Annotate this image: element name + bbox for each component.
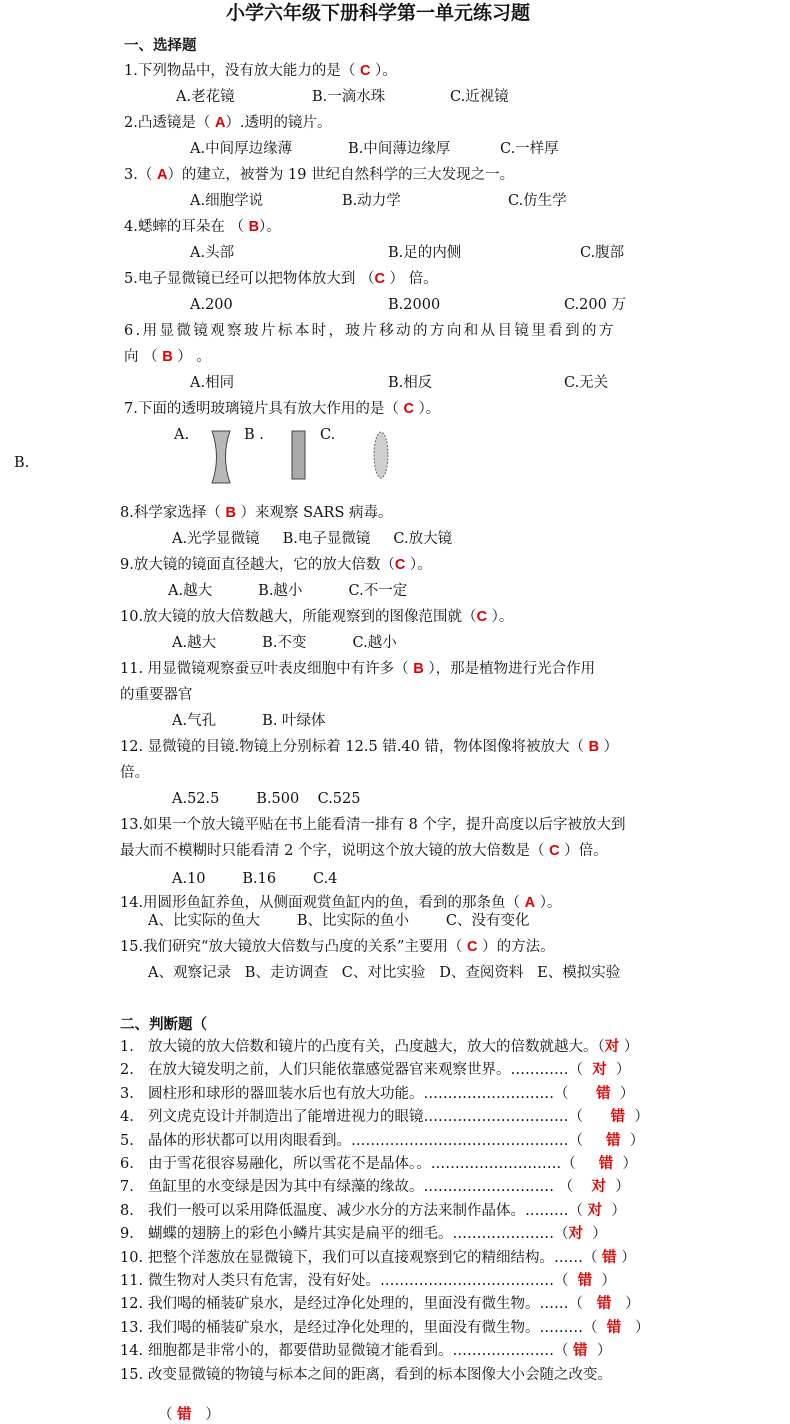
question-6: 6.用显微镜观察玻片标本时，玻片移动的方向和从目镜里看到的方 <box>124 323 616 339</box>
judge-close: ） <box>606 1062 631 1079</box>
option-b: B . <box>244 427 264 443</box>
answer: B <box>413 661 424 677</box>
judge-item <box>120 1087 634 1102</box>
question-12-cont: 倍。 <box>120 765 149 781</box>
judge-item <box>120 1344 611 1359</box>
judge-text: 在放大镜发明之前，人们只能依靠感觉器官来观察世界。…………（ <box>148 1062 593 1079</box>
judge-item <box>120 1134 644 1149</box>
answer: 错 <box>598 1156 614 1172</box>
options: A.光学显微镜 B.电子显微镜 C.放大镜 <box>172 531 453 547</box>
side-label: B. <box>14 455 30 471</box>
judge-text: 把整个洋葱放在显微镜下，我们可以直接观察到它的精细结构。……（ <box>148 1249 603 1266</box>
judge-item <box>120 1368 612 1383</box>
concave-lens-icon <box>211 430 231 484</box>
question-10: 10.放大镜的放大倍数越大，所能观察到的图像范围就（C ）。 <box>120 609 514 625</box>
option-c: C.一样厚 <box>500 141 559 157</box>
option-a: A.200 <box>190 297 233 313</box>
option-a: A. <box>174 427 190 443</box>
option-b: B.动力学 <box>342 193 401 209</box>
answer: C <box>394 557 406 573</box>
question-15: 15.我们研究“放大镜放大倍数与凸度的关系”主要用（ C ）的方法。 <box>120 939 555 955</box>
judge-15-answer: （ 错 ） <box>158 1407 220 1423</box>
judge-item <box>120 1110 649 1125</box>
judge-item <box>120 1227 607 1242</box>
judge-text: 由于雪花很容易融化，所以雪花不是晶体。。………………………（ <box>148 1156 599 1172</box>
judge-close: ） <box>625 1109 649 1126</box>
answer: B <box>225 505 236 521</box>
answer: 错 <box>606 1319 622 1336</box>
options: A、比实际的鱼大 B、比实际的鱼小 C、没有变化 <box>148 913 530 929</box>
question-14: 14.用圆形鱼缸养鱼，从侧面观赏鱼缸内的鱼，看到的那条鱼（ A ）。 <box>120 895 562 911</box>
option-b: B.中间薄边缘厚 <box>348 141 451 157</box>
option-c: C.无关 <box>564 375 609 391</box>
option-a: A.相同 <box>190 375 235 391</box>
judge-number: 14. <box>120 1343 144 1360</box>
judge-close: ） <box>616 1249 636 1266</box>
page-title: 小学六年级下册科学第一单元练习题 <box>226 2 531 24</box>
answer: B <box>248 219 260 235</box>
option-c: C.腹部 <box>580 245 625 261</box>
flat-glass-icon <box>291 430 306 480</box>
judge-close: ） <box>621 1319 650 1336</box>
option-b: B.一滴水珠 <box>312 89 386 105</box>
option-a: A.老花镜 <box>176 89 235 105</box>
judge-item <box>120 1321 650 1336</box>
judge-text: 晶体的形状都可以用肉眼看到。………………………………………（ <box>148 1132 607 1149</box>
option-a: A.中间厚边缘薄 <box>190 141 293 157</box>
options: A、观察记录 B、走访调查 C、对比实验 D、查阅资料 E、模拟实验 <box>148 965 621 981</box>
judge-close: ） <box>583 1226 607 1243</box>
question-8: 8.科学家选择（ B ）来观察 SARS 病毒。 <box>120 505 393 521</box>
answer: 错 <box>573 1343 588 1360</box>
judge-text: 圆柱形和球形的器皿装水后也有放大功能。………………………（ <box>148 1085 597 1102</box>
question-1: 1.下列物品中，没有放大能力的是（ C ）。 <box>124 63 397 79</box>
judge-number: 8. <box>120 1202 134 1219</box>
answer: 错 <box>177 1407 192 1423</box>
judge-close: ） <box>610 1085 635 1102</box>
question-13: 13.如果一个放大镜平贴在书上能看清一排有 8 个字，提升高度以后字被放大到 <box>120 817 626 833</box>
judge-text: 改变显微镜的物镜与标本之间的距离，看到的标本图像大小会随之改变。 <box>148 1366 612 1383</box>
judge-number: 11. <box>120 1273 144 1289</box>
judge-text: 列文虎克设计并制造出了能增进视力的眼镜…………………………（ <box>148 1109 611 1126</box>
judge-item <box>120 1040 638 1055</box>
answer: 错 <box>596 1085 611 1102</box>
judge-number: 12. <box>120 1296 144 1313</box>
judge-item <box>120 1274 616 1289</box>
judge-item <box>120 1251 636 1266</box>
options: A.10 B.16 C.4 <box>172 871 338 887</box>
question-9: 9.放大镜的镜面直径越大，它的放大倍数（C ）。 <box>120 557 432 573</box>
option-b: B.足的内侧 <box>388 245 462 261</box>
judge-number: 4. <box>120 1109 134 1126</box>
judge-close: ） <box>619 1039 639 1055</box>
options: A.52.5 B.500 C.525 <box>172 791 361 807</box>
judge-item <box>120 1204 626 1219</box>
answer: C <box>476 609 488 625</box>
judge-close: ） <box>620 1132 645 1149</box>
answer: C <box>467 939 478 955</box>
judge-number: 1. <box>120 1039 134 1055</box>
judge-text: 细胞都是非常小的，都要借助显微镜才能看到。…………………（ <box>148 1343 574 1360</box>
answer: C <box>374 271 385 287</box>
judge-text: 鱼缸里的水变绿是因为其中有绿藻的缘故。……………………… （ <box>148 1179 592 1196</box>
answer: 对 <box>604 1039 620 1055</box>
judge-text: 我们一般可以采用降低温度、减少水分的方法来制作晶体。………（ <box>148 1202 588 1219</box>
options: A.越大 B.越小 C.不一定 <box>168 583 408 599</box>
judge-text: 我们喝的桶装矿泉水，是经过净化处理的，里面没有微生物。………（ <box>148 1319 607 1336</box>
judge-close: ） <box>611 1296 640 1313</box>
judge-text: 我们喝的桶装矿泉水，是经过净化处理的，里面没有微生物。……（ <box>148 1296 597 1313</box>
judge-close: ） <box>602 1202 626 1219</box>
answer: 错 <box>610 1109 626 1126</box>
option-a: A.细胞学说 <box>190 193 264 209</box>
answer: 错 <box>606 1132 621 1149</box>
convex-lens-icon <box>372 430 390 480</box>
option-c: C. <box>320 427 336 443</box>
judge-number: 7. <box>120 1179 134 1196</box>
judge-item <box>120 1297 640 1312</box>
section-heading-judge: 二、判断题（ <box>120 1017 207 1033</box>
judge-item <box>120 1157 637 1172</box>
option-c: C.200 万 <box>564 297 626 313</box>
answer: A <box>156 167 168 183</box>
question-6-cont: 向 （ B ） 。 <box>124 349 211 365</box>
question-11-cont: 的重要器官 <box>120 687 193 703</box>
answer: C <box>403 401 414 417</box>
answer: 对 <box>592 1062 607 1079</box>
answer: 对 <box>568 1226 583 1243</box>
options: A.越大 B.不变 C.越小 <box>172 635 397 651</box>
answer: B <box>588 739 600 755</box>
option-b: B.相反 <box>388 375 433 391</box>
answer: 错 <box>577 1273 593 1289</box>
judge-close: ） <box>606 1179 630 1196</box>
judge-item <box>120 1180 630 1195</box>
question-7: 7.下面的透明玻璃镜片具有放大作用的是（ C ）。 <box>124 401 441 417</box>
option-c: C.近视镜 <box>450 89 509 105</box>
judge-number: 10. <box>120 1249 144 1266</box>
question-12: 12. 显微镜的目镜.物镜上分别标着 12.5 错.40 错，物体图像将被放大（ B ） <box>120 739 619 755</box>
section-heading-choice: 一、选择题 <box>124 38 197 54</box>
answer: 错 <box>602 1249 617 1266</box>
question-4: 4.蟋蟀的耳朵在 （ B）。 <box>124 219 281 235</box>
option-b: B.2000 <box>388 297 441 313</box>
answer: 错 <box>596 1296 612 1313</box>
judge-number: 9. <box>120 1226 134 1243</box>
judge-number: 2. <box>120 1062 134 1079</box>
answer: A <box>524 895 536 911</box>
judge-number: 15. <box>120 1366 144 1383</box>
judge-text: 微生物对人类只有危害，没有好处。………………………………（ <box>148 1273 578 1289</box>
judge-text: 蝴蝶的翅膀上的彩色小鳞片其实是扁平的细毛。…………………（ <box>148 1226 569 1243</box>
judge-text: 放大镜的放大倍数和镜片的凸度有关，凸度越大，放大的倍数就越大。（ <box>148 1039 605 1055</box>
question-3: 3.（ A）的建立，被誉为 19 世纪自然科学的三大发现之一。 <box>124 167 515 183</box>
answer: C <box>359 63 371 79</box>
question-13-cont: 最大而不模糊时只能看清 2 个字，说明这个放大镜的放大倍数是（ C ）倍。 <box>120 843 608 859</box>
answer: 对 <box>587 1202 603 1219</box>
judge-close: ） <box>587 1343 612 1360</box>
answer: A <box>214 115 226 131</box>
judge-number: 3. <box>120 1085 134 1102</box>
options: A.气孔 B. 叶绿体 <box>172 713 326 729</box>
judge-item <box>120 1063 630 1078</box>
judge-number: 6. <box>120 1156 134 1172</box>
option-c: C.仿生学 <box>508 193 567 209</box>
question-11: 11. 用显微镜观察蚕豆叶表皮细胞中有许多（ B ），那是植物进行光合作用 <box>120 661 596 677</box>
judge-close: ） <box>613 1156 638 1172</box>
question-2: 2.凸透镜是（ A）.透明的镜片。 <box>124 115 332 131</box>
answer: 对 <box>591 1179 607 1196</box>
question-5: 5.电子显微镜已经可以把物体放大到 （C ） 倍。 <box>124 271 438 287</box>
judge-close: ） <box>592 1273 616 1289</box>
answer: B <box>162 349 173 365</box>
judge-number: 13. <box>120 1319 144 1336</box>
option-a: A.头部 <box>190 245 235 261</box>
judge-number: 5. <box>120 1132 134 1149</box>
answer: C <box>549 843 560 859</box>
